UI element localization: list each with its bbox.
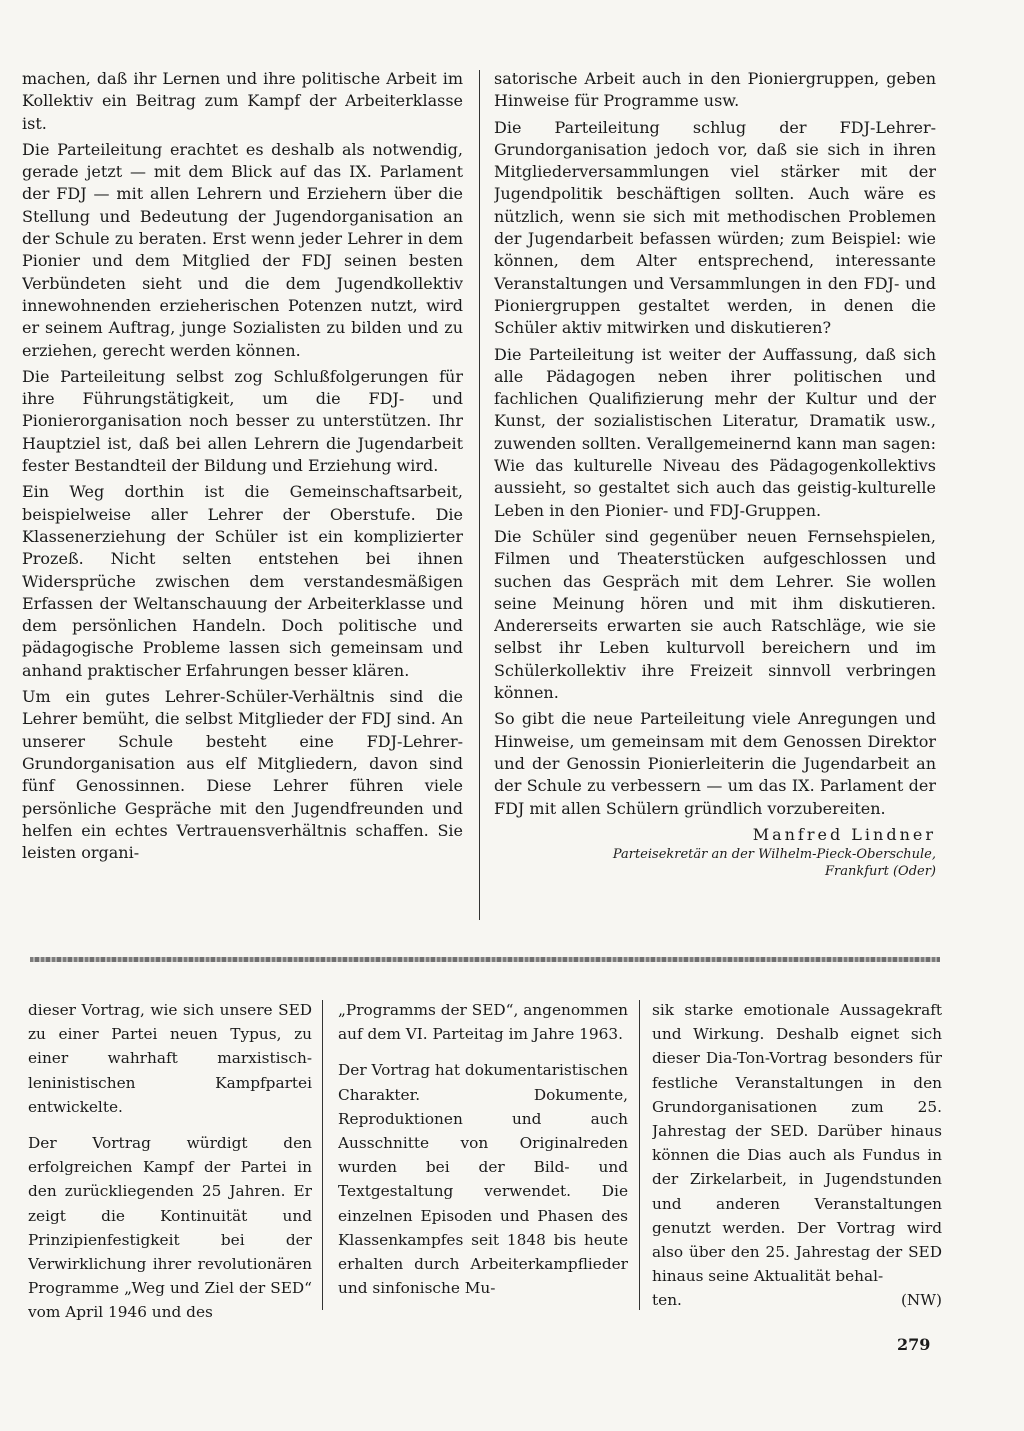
column-divider bbox=[639, 1000, 640, 1310]
page-number: 279 bbox=[897, 1335, 931, 1354]
author-name: Manfred Lindner bbox=[752, 824, 936, 844]
paragraph: Ein Weg dorthin ist die Gemeinschaftsarbeit, beispielweise aller Lehrer der Oberstufe. Die Klassenerziehung der Schüler ist ein komplizierter Prozeß. Nicht selten entstehen bei ihnen Widersprüche zwischen dem verstandesmäßigen Erfassen der Weltanschauung der Arbeiterklasse und dem persönlichen Handeln. Doch politische und pädagogische Probleme lassen sich gemeinsam und anhand praktischer Erfahrungen besser klären. bbox=[22, 482, 463, 680]
paragraph: Die Parteileitung schlug der FDJ-Lehrer-Grundorganisation jedoch vor, daß sie sich in ihren Mitgliederversammlungen viel stärker mit der Jugendpolitik beschäftigen sollten. Auch wäre es nützlich, wenn sie sich mit methodischen Problemen der Jugendarbeit befassen würden; zum Beispiel: wie können, dem Alter entsprechend, interessante Veranstaltungen und Versammlungen in den FDJ- und Pioniergruppen gestaltet werden, in denen die Schüler aktiv mitwirken und diskutieren? bbox=[494, 117, 936, 338]
source-initials: (NW) bbox=[900, 1291, 942, 1310]
closing-text: ten. bbox=[652, 1291, 682, 1310]
paragraph: So gibt die neue Parteileitung viele Anregungen und Hinweise, um gemeinsam mit dem Genossen Direktor und der Genossin Pionierleiterin die Jugendarbeit an der Schule zu verbessern — um das IX. Parlament der FDJ mit allen Schülern gründlich vorzubereiten. bbox=[494, 709, 936, 818]
paragraph: Die Parteileitung ist weiter der Auffassung, daß sich alle Pädagogen neben ihrer politischen und fachlichen Qualifizierung mehr der Kultur und der Kunst, der sozialistischen Literatur, Dramatik usw., zuwenden sollten. Verallgemeinernd kann man sagen: Wie das kulturelle Niveau des Pädagogenkollektivs aussieht, so gestaltet sich auch das geistig-kulturelle Leben in den Pionier- und FDJ-Gruppen. bbox=[494, 344, 936, 520]
paragraph: Der Vortrag hat dokumentaristischen Charakter. Dokumente, Reproduktionen und auch Ausschnitte von Originalreden wurden bei der Bild- und Textgestaltung verwendet. Die einzelnen Episoden und Phasen des Klassenkampfes seit 1848 bis heute erhalten durch Arbeiterkampflieder und sinfonische Mu- bbox=[338, 1061, 628, 1298]
bottom-column-1 bbox=[28, 998, 312, 1320]
paragraph: Die Schüler sind gegenüber neuen Fernsehspielen, Filmen und Theaterstücken aufgeschlossen und suchen das Gespräch mit dem Lehrer. Sie wollen seine Meinung hören und mit ihm diskutieren. Andererseits erwarten sie auch Ratschläge, wie sie selbst ihr Leben kulturvoll bereichern und im Schülerkollektiv ihre Freizeit sinnvoll verbringen können. bbox=[494, 526, 936, 703]
paragraph: Um ein gutes Lehrer-Schüler-Verhältnis sind die Lehrer bemüht, die selbst Mitglieder der FDJ sind. An unserer Schule besteht eine FDJ-Lehrer-Grundorganisation aus elf Mitgliedern, davon sind fünf Genossinnen. Diese Lehrer führen viele persönliche Gespräche mit den Jugendfreunden und helfen ein echtes Vertrauensverhältnis schaffen. Sie leisten organi- bbox=[22, 687, 463, 863]
paragraph: machen, daß ihr Lernen und ihre politische Arbeit im Kollektiv ein Beitrag zum Kampf der Arbeiterklasse ist. bbox=[22, 69, 463, 133]
paragraph: Die Parteileitung erachtet es deshalb als notwendig, gerade jetzt — mit dem Blick auf das IX. Parlament der FDJ — mit allen Lehrern und Erziehern über die Stellung und Bedeutung der Jugendorganisation an der Schule zu beraten. Erst wenn jeder Lehrer in dem Pionier und dem Mitglied der FDJ seinen besten Verbündeten sieht und die dem Jugendkollektiv innewohnenden erzieherischen Potenzen nutzt, wird er seinem Auftrag, junge Sozialisten zu bilden und zu erziehen, gerecht werden können. bbox=[22, 139, 463, 360]
paragraph: dieser Vortrag, wie sich unsere SED zu einer Partei neuen Typus, zu einer wahrhaft marxistisch-leninistischen Kampfpartei entwickelte. bbox=[28, 1001, 312, 1116]
paragraph: Die Parteileitung selbst zog Schlußfolgerungen für ihre Führungstätigkeit, um die FDJ- und Pionierorganisation noch besser zu unterstützen. Ihr Hauptziel ist, daß bei allen Lehrern die Jugendarbeit fester Bestandteil der Bildung und Erziehung wird. bbox=[22, 366, 463, 476]
paragraph: Der Vortrag würdigt den erfolgreichen Kampf der Partei in den zurückliegenden 25 Jahren. Er zeigt die Kontinuität und Prinzipienfestigkeit bei der Verwirklichung ihrer revolutionären Programme „Weg und Ziel der SED“ vom April 1946 und des bbox=[28, 1134, 312, 1320]
author-affiliation: Parteisekretär an der Wilhelm-Pieck-Oberschule, bbox=[612, 846, 936, 862]
author-location: Frankfurt (Oder) bbox=[824, 863, 936, 879]
top-right-column bbox=[494, 68, 936, 938]
paragraph: sik starke emotionale Aussagekraft und Wirkung. Deshalb eignet sich dieser Dia-Ton-Vortrag besonders für festliche Veranstaltungen in den Grundorganisationen zum 25. Jahrestag der SED. Darüber hinaus können die Dias auch als Fundus in der Zirkelarbeit, in Jugendstunden und anderen Veranstaltungen genutzt werden. Der Vortrag wird also über den 25. Jahrestag der SED hinaus seine Aktualität behal- bbox=[652, 1001, 942, 1286]
paragraph: satorische Arbeit auch in den Pioniergruppen, geben Hinweise für Programme usw. bbox=[494, 69, 936, 111]
top-left-column bbox=[22, 68, 463, 920]
closing-line bbox=[652, 1288, 942, 1312]
bottom-column-2 bbox=[338, 998, 628, 1320]
section-divider bbox=[30, 957, 940, 962]
paragraph: „Programms der SED“, angenommen auf dem VI. Parteitag im Jahre 1963. bbox=[338, 1001, 628, 1044]
column-divider bbox=[479, 70, 480, 920]
bottom-column-3 bbox=[652, 998, 942, 1320]
column-divider bbox=[322, 1000, 323, 1310]
